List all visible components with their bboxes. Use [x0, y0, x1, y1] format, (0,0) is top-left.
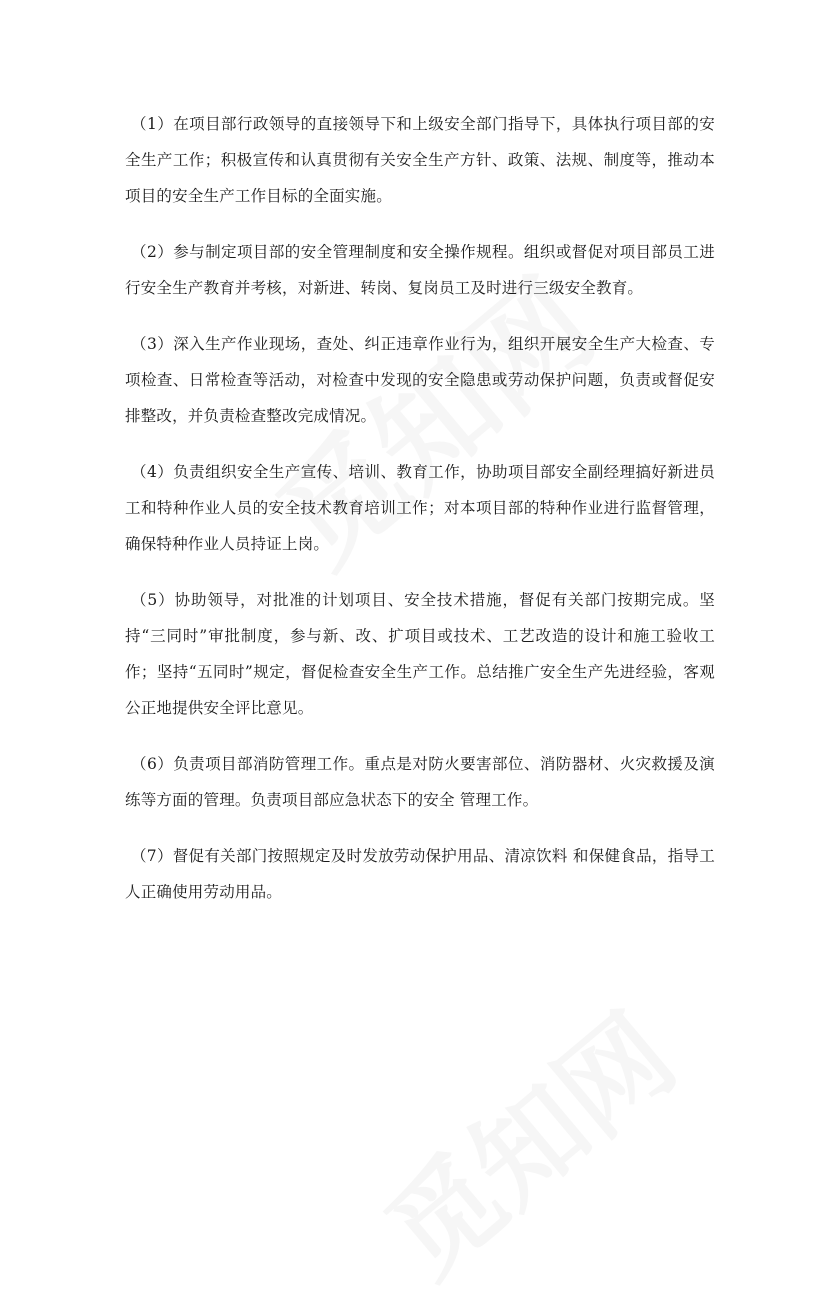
paragraph-text: （1）在项目部行政领导的直接领导下和上级安全部门指导下，具体执行项目部的安全生产工作；积极宣传和认真贯彻有关安全生产方针、政策、法规、制度等，推动本项目的安全生产工作目标的全面实施。 [125, 115, 715, 205]
paragraph-text: （6）负责项目部消防管理工作。重点是对防火要害部位、消防器材、火灾救援及演练等方面的管理。负责项目部应急状态下的安全 管理工作。 [125, 755, 715, 809]
paragraph-7 [125, 838, 715, 910]
paragraph-2 [125, 234, 715, 306]
paragraph-text: （5）协助领导，对批准的计划项目、安全技术措施，督促有关部门按期完成。坚持“三同时”审批制度，参与新、改、扩项目或技术、工艺改造的设计和施工验收工作；坚持“五同时”规定，督促检查安全生产工作。总结推广安全生产先进经验，客观公正地提供安全评比意见。 [125, 591, 715, 717]
paragraph-6 [125, 746, 715, 818]
paragraph-text: （7）督促有关部门按照规定及时发放劳动保护用品、清凉饮料 和保健食品，指导工人正确使用劳动用品。 [125, 847, 715, 901]
watermark [348, 972, 702, 1305]
paragraph-4 [125, 454, 715, 562]
paragraph-5 [125, 582, 715, 726]
paragraph-1 [125, 106, 715, 214]
paragraph-text: （3）深入生产作业现场，查处、纠正违章作业行为，组织开展安全生产大检查、专项检查、日常检查等活动，对检查中发现的安全隐患或劳动保护问题，负责或督促安排整改，并负责检查整改完成情况。 [125, 335, 715, 425]
paragraph-3 [125, 326, 715, 434]
paragraph-text: （4）负责组织安全生产宣传、培训、教育工作，协助项目部安全副经理搞好新进员工和特种作业人员的安全技术教育培训工作；对本项目部的特种作业进行监督管理，确保特种作业人员持证上岗。 [125, 463, 715, 553]
paragraph-text: （2）参与制定项目部的安全管理制度和安全操作规程。组织或督促对项目部员工进行安全生产教育并考核，对新进、转岗、复岗员工及时进行三级安全教育。 [125, 243, 715, 297]
document-body [125, 106, 715, 930]
